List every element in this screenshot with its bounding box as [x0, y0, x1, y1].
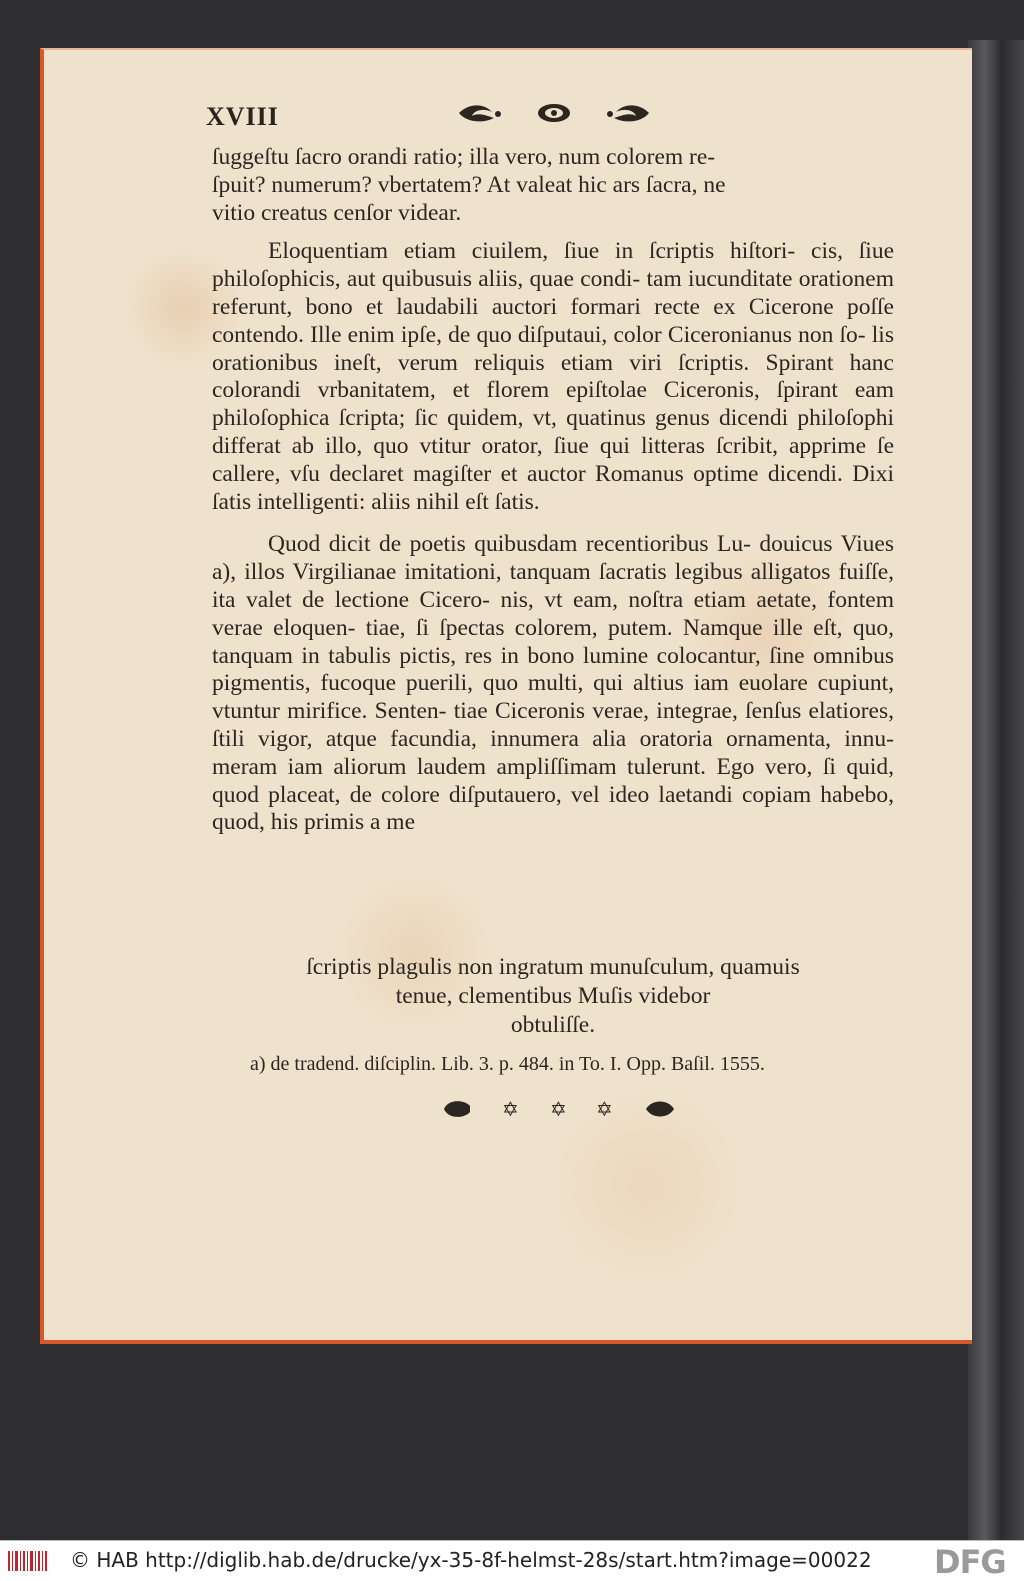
text-line: ſuggeſtu ſacro orandi ratio; illa vero, num colorem re- [212, 144, 716, 170]
text-line: enim ipſe, de quo diſputaui, color Ciceronianus non ſo- [347, 321, 866, 348]
paragraph-1 [212, 144, 894, 227]
header-ornament-icon [454, 98, 654, 128]
text-line: auctori formari recte ex Cicerone poſſe contendo. Ille [212, 293, 894, 348]
text-line: atque facundia, innumera alia oratoria ornamenta, innu- [325, 725, 894, 752]
text-line: meram iam aliorum laudem ampliſſimam tulerunt. Ego [212, 753, 755, 780]
text-line: quo vtitur orator, ſiue qui litteras ſcribit, apprime ſe [373, 432, 895, 459]
text-line: douicus Viues a), illos Virgilianae imitationi, tanquam [212, 531, 894, 586]
text-line: Ciceronis, ſpirant eam philoſophica ſcripta; ſic quidem, [212, 377, 894, 432]
text-line: lis orationibus ineſt, verum reliquis etiam viri ſcriptis. [212, 321, 894, 376]
source-link[interactable]: © HAB http://diglib.hab.de/drucke/yx-35-8f-helmst-28s/start.htm?image=00022 [70, 1548, 872, 1572]
main-text [212, 144, 894, 837]
text-line: qui altius iam euolare cupiunt, vtuntur mirifice. Senten- [212, 670, 894, 725]
closing-line: obtuliſſe. [510, 1012, 596, 1038]
text-line: cis, ſiue philoſophicis, aut quibusuis aliis, quae condi- [212, 238, 895, 293]
text-line: ſpuit? numerum? vbertatem? At valeat hic ars ſacra, ne [212, 171, 726, 198]
text-line: vt, quatinus genus dicendi philoſophi differat ab illo, [212, 405, 895, 459]
text-line: callere, vſu declaret magiſter et auctor Romanus optime [212, 460, 759, 487]
text-line: tiae Ciceronis verae, integrae, ſenſus elatiores, ſtili vigor, [212, 698, 894, 752]
text-line: tiae, ſi ſpectas colorem, putem. Namque ille eſt, quo, [365, 614, 894, 641]
closing-line: tenue, clementibus Muſis videbor [395, 983, 711, 1009]
text-line: tam iucunditate orationem referunt, bono et laudabili [212, 266, 894, 320]
closing-line: ſcriptis plagulis non ingratum munuſculum, quamuis [306, 954, 800, 980]
end-ornament-icon [440, 1094, 680, 1124]
paragraph-3 [212, 531, 894, 837]
svg-text:✡: ✡ [550, 1097, 567, 1121]
svg-text:✡: ✡ [502, 1097, 519, 1121]
footer-bar [0, 1540, 1024, 1581]
page-header [206, 96, 896, 136]
closing-lines [212, 953, 894, 1040]
text-line: Spirant hanc colorandi vrbanitatem, et florem epiſtolae [212, 349, 894, 404]
barcode-icon [8, 1549, 48, 1573]
text-line: ſine omnibus pigmentis, fucoque puerili, quo multi, [212, 642, 894, 697]
text-line: nis, vt eam, noſtra etiam aetate, fontem verae eloquen- [212, 586, 894, 641]
text-line: ideo laetandi copiam habebo, quod, his primis a me [212, 781, 894, 836]
svg-text:✡: ✡ [596, 1097, 613, 1121]
book-page-edge [968, 40, 1024, 1540]
text-line: tanquam in tabulis pictis, res in bono lumine colocantur, [212, 642, 761, 669]
text-line: dicendi. Dixi ſatis intelligenti: aliis nihil eſt ſatis. [212, 460, 895, 515]
dfg-logo: DFG [934, 1543, 1006, 1581]
text-line: Quod dicit de poetis quibusdam recentioribus Lu- [268, 531, 751, 558]
paragraph-2 [212, 238, 894, 516]
footnote: a) de tradend. diſciplin. Lib. 3. p. 484. in To. I. Opp. Baſil. 1555. [250, 1053, 765, 1075]
text-line: ſacratis legibus alligatos fuiſſe, ita valet de lectione Cicero- [212, 559, 894, 613]
text-line: vitio creatus cenſor videar. [212, 199, 462, 226]
text-line: vero, ſi quid, quod placeat, de colore diſputauero, vel [212, 753, 895, 808]
text-line: Eloquentiam etiam ciuilem, ſiue in ſcriptis hiſtori- [268, 238, 796, 265]
page-number: XVIII [206, 102, 279, 131]
